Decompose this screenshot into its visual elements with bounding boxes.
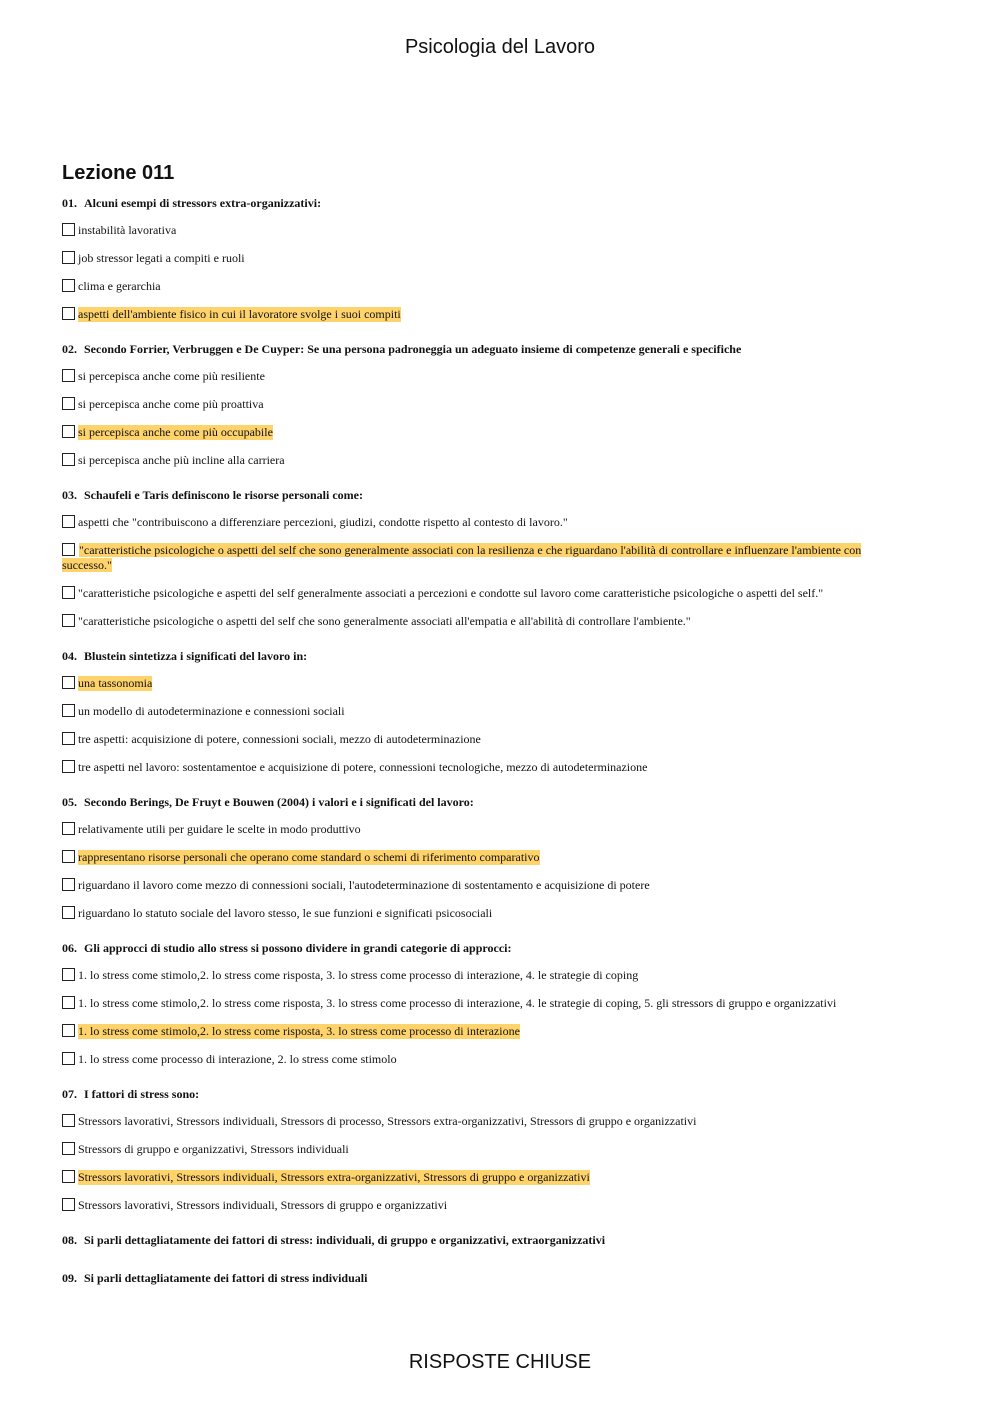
question-label: Blustein sintetizza i significati del lavoro in: — [84, 649, 308, 663]
answer-option[interactable] — [62, 1142, 902, 1157]
answer-text: tre aspetti: acquisizione di potere, connessioni sociali, mezzo di autodeterminazione — [78, 732, 481, 746]
checkbox[interactable] — [62, 1198, 75, 1211]
answer-option[interactable] — [62, 1052, 902, 1067]
answer-option[interactable] — [62, 369, 902, 384]
question-07 — [62, 1087, 902, 1213]
answer-option[interactable] — [62, 760, 902, 775]
answer-text: aspetti che "contribuiscono a differenziare percezioni, giudizi, condotte rispetto al contesto di lavoro." — [78, 515, 568, 529]
answer-text: si percepisca anche come più proattiva — [78, 397, 264, 411]
question-02 — [62, 342, 902, 468]
question-number: 06. — [62, 941, 77, 955]
checkbox[interactable] — [62, 515, 75, 528]
question-number: 03. — [62, 488, 77, 502]
answer-option[interactable] — [62, 704, 902, 719]
answer-text: una tassonomia — [78, 676, 153, 690]
question-number: 08. — [62, 1233, 77, 1247]
answer-option-correct[interactable] — [62, 1170, 902, 1185]
answer-text: Stressors lavorativi, Stressors individuali, Stressors di gruppo e organizzativi — [78, 1198, 448, 1212]
answer-text: rappresentano risorse personali che operano come standard o schemi di riferimento comparativo — [78, 850, 540, 864]
checkbox[interactable] — [62, 453, 75, 466]
answer-option[interactable] — [62, 397, 902, 412]
question-label: Si parli dettagliatamente dei fattori di stress: individuali, di gruppo e organizzativi, extraorganizzativi — [84, 1233, 606, 1247]
answer-text: si percepisca anche come più resiliente — [78, 369, 265, 383]
checkbox[interactable] — [62, 425, 75, 438]
answer-option[interactable] — [62, 614, 902, 629]
checkbox[interactable] — [62, 1170, 75, 1183]
answer-option[interactable] — [62, 279, 902, 294]
page-footer: RISPOSTE CHIUSE — [408, 1351, 592, 1373]
answer-option[interactable] — [62, 968, 902, 983]
answer-text: clima e gerarchia — [78, 279, 161, 293]
checkbox[interactable] — [62, 279, 75, 292]
answer-text: "caratteristiche psicologiche o aspetti del self che sono generalmente associati con la resilienza e che riguardano l'abilità di controllare e influenzare l'ambiente con successo." — [62, 543, 862, 572]
question-text — [62, 196, 902, 211]
question-number: 04. — [62, 649, 77, 663]
question-text — [62, 941, 902, 956]
answer-option[interactable] — [62, 453, 902, 468]
checkbox[interactable] — [62, 676, 75, 689]
answer-text: si percepisca anche come più occupabile — [78, 425, 273, 439]
question-label: Gli approcci di studio allo stress si possono dividere in grandi categorie di approcci: — [84, 941, 512, 955]
answer-option-correct[interactable] — [62, 543, 902, 573]
checkbox[interactable] — [62, 760, 75, 773]
answer-text: relativamente utili per guidare le scelte in modo produttivo — [78, 822, 361, 836]
question-text — [62, 1271, 902, 1286]
answer-text: aspetti dell'ambiente fisico in cui il lavoratore svolge i suoi compiti — [78, 307, 401, 321]
question-number: 02. — [62, 342, 77, 356]
checkbox[interactable] — [62, 1052, 75, 1065]
question-label: I fattori di stress sono: — [84, 1087, 200, 1101]
checkbox[interactable] — [62, 968, 75, 981]
answer-text: un modello di autodeterminazione e connessioni sociali — [78, 704, 345, 718]
question-text — [62, 488, 902, 503]
question-06 — [62, 941, 902, 1067]
answer-option-correct[interactable] — [62, 1024, 902, 1039]
answer-option[interactable] — [62, 515, 902, 530]
checkbox[interactable] — [62, 704, 75, 717]
answer-text: "caratteristiche psicologiche e aspetti del self generalmente associati a percezioni e condotte sul lavoro come caratteristiche psicologiche o aspetti del self." — [78, 586, 824, 600]
answer-option[interactable] — [62, 1198, 902, 1213]
answer-option-correct[interactable] — [62, 307, 902, 322]
answer-text: tre aspetti nel lavoro: sostentamentoe e acquisizione di potere, connessioni tecnologiche, mezzo di autodeterminazione — [78, 760, 648, 774]
question-04 — [62, 649, 902, 775]
answer-text: riguardano lo statuto sociale del lavoro stesso, le sue funzioni e significati psicosociali — [78, 906, 493, 920]
checkbox[interactable] — [62, 906, 75, 919]
answer-text: 1. lo stress come stimolo,2. lo stress come risposta, 3. lo stress come processo di interazione, 4. le strategie di coping, 5. gli stressors di gruppo e organizzativi — [78, 996, 837, 1010]
answer-text: instabilità lavorativa — [78, 223, 177, 237]
answer-option[interactable] — [62, 906, 902, 921]
answer-option[interactable] — [62, 1114, 902, 1129]
question-09 — [62, 1271, 902, 1286]
checkbox[interactable] — [62, 850, 75, 863]
question-label: Si parli dettagliatamente dei fattori di stress individuali — [84, 1271, 368, 1285]
question-01 — [62, 196, 902, 322]
answer-text: job stressor legati a compiti e ruoli — [78, 251, 245, 265]
answer-option-correct[interactable] — [62, 676, 902, 691]
question-label: Schaufeli e Taris definiscono le risorse personali come: — [84, 488, 363, 502]
answer-option[interactable] — [62, 223, 902, 238]
question-label: Alcuni esempi di stressors extra-organizzativi: — [84, 196, 322, 210]
checkbox[interactable] — [62, 1024, 75, 1037]
question-03 — [62, 488, 902, 629]
answer-text: si percepisca anche più incline alla carriera — [78, 453, 285, 467]
question-number: 09. — [62, 1271, 77, 1285]
question-08 — [62, 1233, 902, 1248]
checkbox[interactable] — [62, 369, 75, 382]
checkbox[interactable] — [62, 307, 75, 320]
question-label: Secondo Berings, De Fruyt e Bouwen (2004) i valori e i significati del lavoro: — [84, 795, 474, 809]
answer-option[interactable] — [62, 732, 902, 747]
page-header: Psicologia del Lavoro — [404, 36, 596, 58]
answer-option-correct[interactable] — [62, 850, 902, 865]
question-text — [62, 649, 902, 664]
question-number: 01. — [62, 196, 77, 210]
checkbox[interactable] — [62, 397, 75, 410]
question-list — [62, 196, 902, 1309]
checkbox[interactable] — [62, 996, 75, 1009]
answer-text: 1. lo stress come processo di interazione, 2. lo stress come stimolo — [78, 1052, 397, 1066]
checkbox[interactable] — [62, 586, 75, 599]
checkbox[interactable] — [62, 878, 75, 891]
checkbox[interactable] — [62, 543, 75, 556]
answer-text: "caratteristiche psicologiche o aspetti del self che sono generalmente associati all'empatia e all'abilità di controllare l'ambiente." — [78, 614, 691, 628]
checkbox[interactable] — [62, 614, 75, 627]
lesson-title: Lezione 011 — [62, 162, 175, 184]
checkbox[interactable] — [62, 223, 75, 236]
question-number: 07. — [62, 1087, 77, 1101]
checkbox[interactable] — [62, 1114, 75, 1127]
answer-option[interactable] — [62, 822, 902, 837]
answer-option[interactable] — [62, 996, 902, 1011]
question-text — [62, 1233, 902, 1248]
question-number: 05. — [62, 795, 77, 809]
answer-option[interactable] — [62, 586, 902, 601]
answer-option[interactable] — [62, 878, 902, 893]
answer-option[interactable] — [62, 251, 902, 266]
checkbox[interactable] — [62, 1142, 75, 1155]
checkbox[interactable] — [62, 822, 75, 835]
answer-text: riguardano il lavoro come mezzo di connessioni sociali, l'autodeterminazione di sostentamento e acquisizione di potere — [78, 878, 650, 892]
answer-text: Stressors di gruppo e organizzativi, Stressors individuali — [78, 1142, 349, 1156]
question-text — [62, 795, 902, 810]
question-label: Secondo Forrier, Verbruggen e De Cuyper: Se una persona padroneggia un adeguato insieme di competenze generali e specifiche — [84, 342, 742, 356]
answer-text: 1. lo stress come stimolo,2. lo stress come risposta, 3. lo stress come processo di interazione, 4. le strategie di coping — [78, 968, 639, 982]
question-text — [62, 1087, 902, 1102]
question-05 — [62, 795, 902, 921]
answer-text: Stressors lavorativi, Stressors individuali, Stressors extra-organizzativi, Stressors di gruppo e organizzativi — [78, 1170, 590, 1184]
answer-text: Stressors lavorativi, Stressors individuali, Stressors di processo, Stressors extra-organizzativi, Stressors di gruppo e organizzativi — [78, 1114, 697, 1128]
checkbox[interactable] — [62, 251, 75, 264]
question-text — [62, 342, 902, 357]
answer-option-correct[interactable] — [62, 425, 902, 440]
checkbox[interactable] — [62, 732, 75, 745]
answer-text: 1. lo stress come stimolo,2. lo stress come risposta, 3. lo stress come processo di interazione — [78, 1024, 520, 1038]
